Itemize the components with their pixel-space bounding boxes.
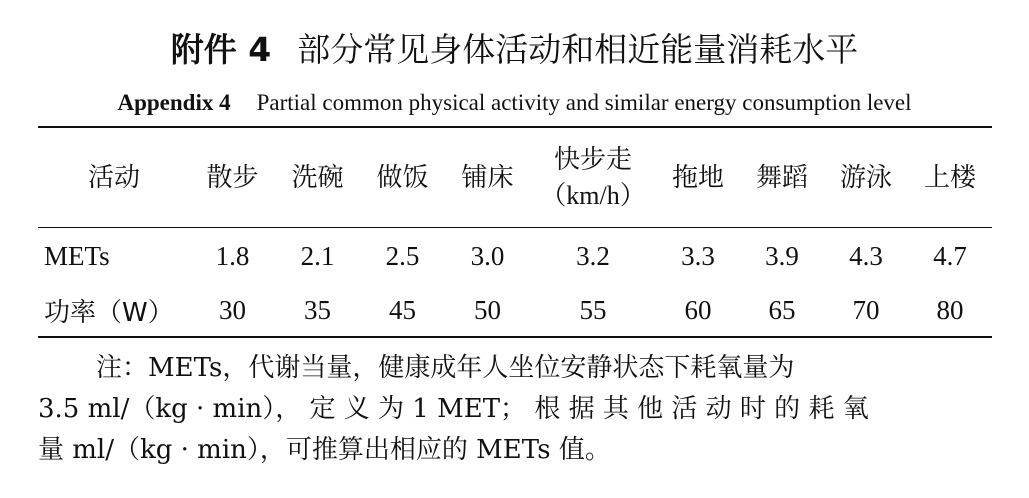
table-cell: 2.1 — [300, 240, 335, 271]
document-subtitle — [0, 88, 1029, 118]
table-cell: 4.7 — [933, 240, 967, 271]
table-cell: 35 — [304, 294, 331, 325]
table-cell: 80 — [936, 294, 964, 325]
table-cell: 45 — [389, 294, 416, 325]
table-footnote — [38, 348, 992, 471]
header-cell: 上楼 — [923, 162, 976, 193]
table-cell: 2.5 — [385, 240, 420, 271]
table-cell: 30 — [219, 294, 246, 325]
table-cell: 3.9 — [765, 240, 799, 271]
appendix-label-cn: 附件 4 — [170, 30, 272, 69]
header-cell: 拖地 — [671, 162, 724, 193]
table-header-row — [38, 128, 992, 227]
document-title — [0, 28, 1029, 72]
table-cell: 3.0 — [470, 240, 505, 271]
table-cell: 3.3 — [681, 240, 715, 271]
table-cell: 50 — [474, 294, 501, 325]
header-cell-brisk-walk — [530, 128, 656, 227]
table-cell: 55 — [579, 294, 607, 325]
header-cell-unit: （km/h） — [540, 180, 646, 210]
footnote-line-2: 3.5 ml/（kg · min）， 定 义 为 1 MET； 根 据 其 他 活 动 时 的 耗 氧 — [38, 394, 869, 424]
header-cell: 游泳 — [839, 162, 892, 193]
energy-table — [38, 128, 992, 337]
row-label-mets: METs — [44, 240, 110, 271]
table-cell: 65 — [768, 294, 796, 325]
appendix-label-en: Appendix 4 — [117, 90, 231, 115]
header-cell-label: 快步走 — [553, 144, 632, 175]
header-cell: 散步 — [206, 162, 259, 193]
header-cell: 做饭 — [376, 162, 429, 193]
footnote-line-3: 量 ml/（kg · min），可推算出相应的 METs 值。 — [38, 435, 611, 465]
subtitle-text-en: Partial common physical activity and similar energy consumption level — [256, 90, 912, 115]
header-cell: 铺床 — [461, 162, 514, 193]
row-label-power: 功率（W） — [44, 297, 174, 328]
footnote-line-1: 注：METs，代谢当量，健康成年人坐位安静状态下耗氧量为 — [96, 353, 795, 383]
title-text-cn: 部分常见身体活动和相近能量消耗水平 — [297, 30, 859, 69]
table-cell: 70 — [852, 294, 880, 325]
table-cell: 1.8 — [215, 240, 250, 271]
table-cell: 60 — [684, 294, 712, 325]
header-cell: 舞蹈 — [755, 162, 808, 193]
table-cell: 3.2 — [576, 240, 610, 271]
header-cell-activity: 活动 — [87, 162, 140, 193]
table-row-mets — [38, 227, 992, 283]
table-row-power — [38, 283, 992, 337]
header-cell: 洗碗 — [291, 162, 344, 193]
table-cell: 4.3 — [849, 240, 883, 271]
